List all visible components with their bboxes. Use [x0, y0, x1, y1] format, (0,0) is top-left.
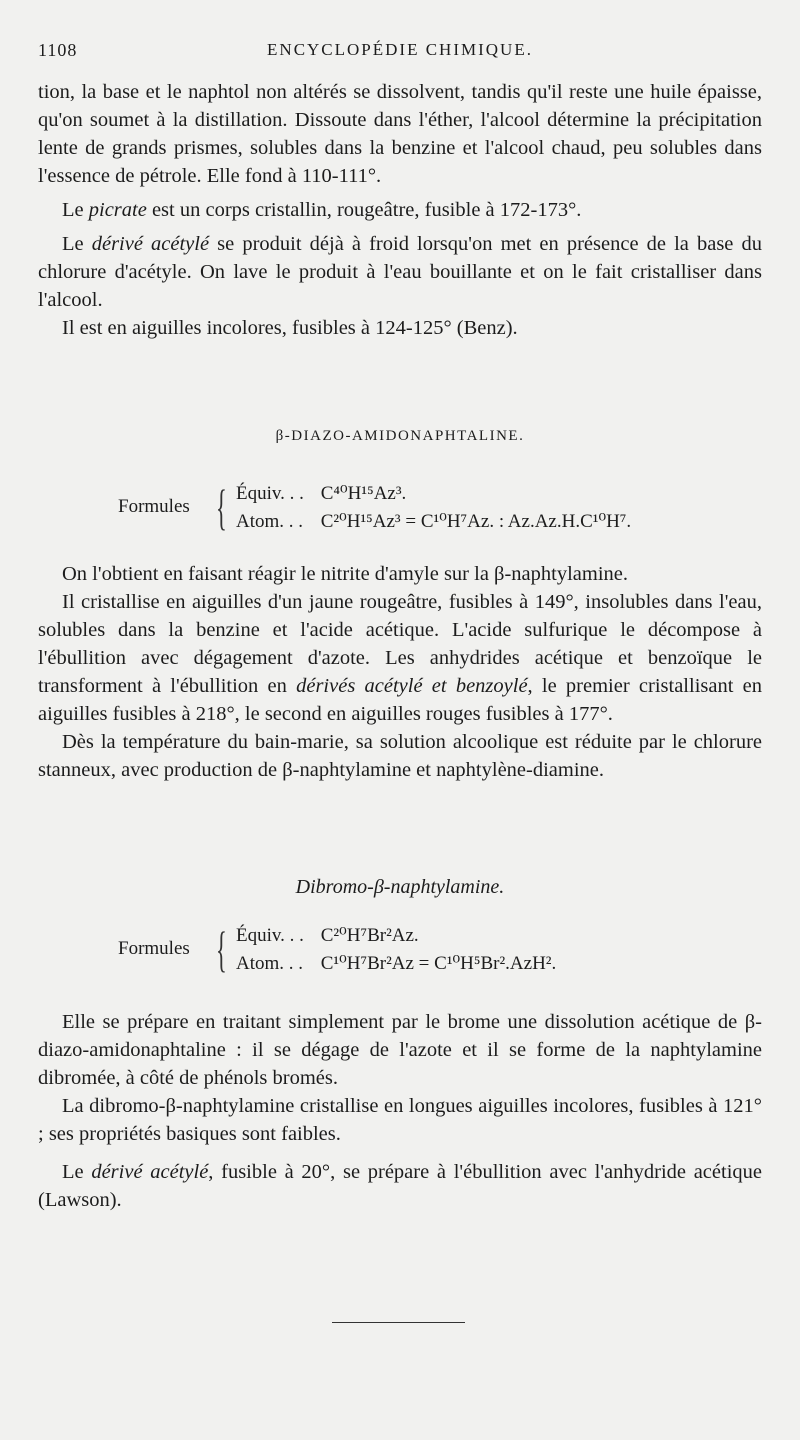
formula-value: C¹⁰H⁷Br²Az = C¹⁰H⁵Br².AzH².: [320, 953, 557, 974]
emphasis: picrate: [88, 199, 147, 221]
formula-value: C²⁰H¹⁵Az³ = C¹⁰H⁷Az. : Az.Az.H.C¹⁰H⁷.: [320, 511, 632, 532]
formula-block: [118, 922, 762, 982]
formula-kind: Atom. . .: [236, 953, 304, 974]
subsection-title: Dibromo-β-naphtylamine.: [295, 876, 505, 898]
formula-row-atom: [236, 510, 631, 538]
page-header: [38, 40, 762, 64]
paragraph-acetyl: Le dérivé acétylé se produit déjà à froid lorsqu'on met en présence de la base du chlorure d'acétyle. On lave le produit à l'eau bouillante et on le fait cristalliser dans l'alcool.: [38, 233, 762, 311]
formula-value: C⁴⁰H¹⁵Az³.: [320, 483, 407, 504]
intro-block: [38, 78, 762, 342]
formula-label: Formules: [118, 496, 190, 517]
running-title: ENCYCLOPÉDIE CHIMIQUE.: [267, 40, 533, 59]
closing-rule: [332, 1322, 465, 1323]
paragraph: Dès la température du bain-marie, sa solution alcoolique est réduite par le chlorure stanneux, avec production de β-naphtylamine et naphtylène-diamine.: [38, 731, 762, 781]
paragraph-picrate: Le picrate est un corps cristallin, rougeâtre, fusible à 172-173°.: [62, 199, 582, 221]
paragraph: On l'obtient en faisant réagir le nitrite d'amyle sur la β-naphtylamine.: [62, 563, 629, 585]
brace: {: [216, 479, 227, 535]
formula-block: [118, 480, 762, 540]
page-number: 1108: [38, 40, 78, 60]
formula-row-equiv: [236, 924, 419, 952]
paragraph: La dibromo-β-naphtylamine cristallise en longues aiguilles incolores, fusibles à 121° ; ses propriétés basiques sont faibles.: [38, 1095, 762, 1145]
formula-kind: Atom. . .: [236, 511, 304, 532]
formula-value: C²⁰H⁷Br²Az.: [320, 925, 419, 946]
paragraph: Il est en aiguilles incolores, fusibles à 124-125° (Benz).: [62, 317, 518, 339]
paragraph: Il cristallise en aiguilles d'un jaune rougeâtre, fusibles à 149°, insolubles dans l'eau, solubles dans la benzine et l'acide acétique. L'acide sulfurique le décompose à l'ébullition avec dégagement d'azote. Les anhydrides acétique et benzoïque le transforment à l'ébullition en dérivés acétylé et benzoylé, le premier cristallisant en aiguilles fusibles à 218°, le second en aiguilles rouges fusibles à 177°.: [38, 591, 762, 725]
emphasis: dérivé acétylé: [91, 1161, 209, 1183]
brace: {: [216, 921, 227, 977]
formula-kind: Équiv. . .: [236, 483, 304, 504]
section1-body: [38, 560, 762, 784]
paragraph: Elle se prépare en traitant simplement par le brome une dissolution acétique de β-diazo-amidonaphtaline : il se dégage de l'azote et il se forme de la naphtylamine dibromée, à côté de phénols bromés.: [38, 1011, 762, 1089]
formula-label: Formules: [118, 938, 190, 959]
emphasis: dérivés acétylé et benzoylé: [296, 675, 528, 697]
paragraph: Le dérivé acétylé, fusible à 20°, se prépare à l'ébullition avec l'anhydride acétique (Lawson).: [38, 1161, 762, 1211]
formula-row-atom: [236, 952, 556, 980]
section-title: β-DIAZO-AMIDONAPHTALINE.: [275, 428, 525, 444]
section2-body: [38, 1008, 762, 1214]
formula-kind: Équiv. . .: [236, 925, 304, 946]
paragraph: tion, la base et le naphtol non altérés se dissolvent, tandis qu'il reste une huile épaisse, qu'on soumet à la distillation. Dissoute dans l'éther, l'alcool détermine la précipitation lente de grands prismes, solubles dans la benzine et l'alcool chaud, peu solubles dans l'essence de pétrole. Elle fond à 110-111°.: [38, 81, 762, 187]
formula-row-equiv: [236, 482, 406, 510]
emphasis: dérivé acétylé: [91, 233, 210, 255]
